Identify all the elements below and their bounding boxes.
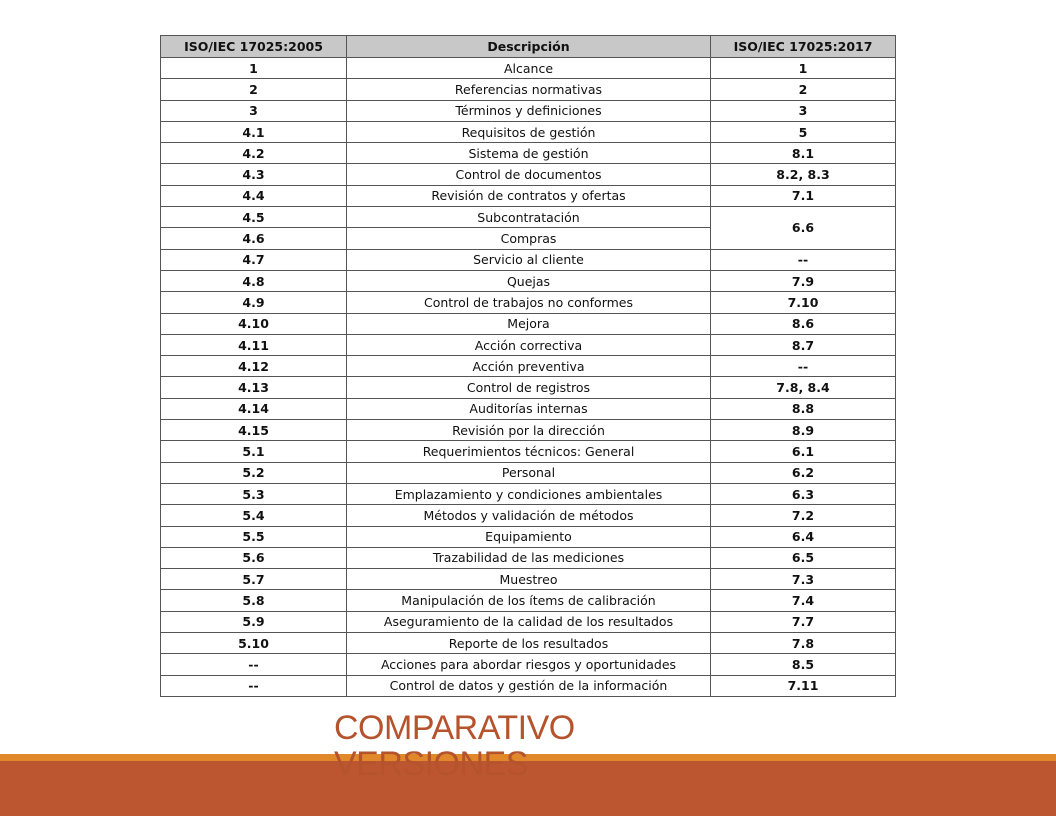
- cell-iso-2005: --: [161, 654, 347, 675]
- cell-iso-2005: 4.10: [161, 313, 347, 334]
- cell-iso-2017: 7.4: [711, 590, 896, 611]
- cell-iso-2017: 7.11: [711, 675, 896, 696]
- cell-iso-2005: 4.7: [161, 249, 347, 270]
- cell-iso-2017: 6.2: [711, 462, 896, 483]
- cell-iso-2017: 8.2, 8.3: [711, 164, 896, 185]
- cell-description: Alcance: [347, 58, 711, 79]
- table-row: [161, 377, 896, 398]
- cell-description: Acción preventiva: [347, 356, 711, 377]
- title-line-1: COMPARATIVO: [334, 709, 575, 747]
- cell-iso-2017: 7.7: [711, 611, 896, 632]
- cell-iso-2005: 4.3: [161, 164, 347, 185]
- cell-iso-2005: 5.3: [161, 483, 347, 504]
- table-row: [161, 100, 896, 121]
- table-row: [161, 185, 896, 206]
- table-row: [161, 334, 896, 355]
- cell-description: Control de trabajos no conformes: [347, 292, 711, 313]
- header-iso-2005: ISO/IEC 17025:2005: [161, 36, 347, 58]
- cell-iso-2017: 6.5: [711, 547, 896, 568]
- cell-iso-2005: 4.14: [161, 398, 347, 419]
- cell-iso-2005: 5.4: [161, 505, 347, 526]
- table-row: [161, 462, 896, 483]
- cell-iso-2017: 2: [711, 79, 896, 100]
- table-row: [161, 526, 896, 547]
- cell-description: Términos y definiciones: [347, 100, 711, 121]
- cell-iso-2017: 6.1: [711, 441, 896, 462]
- cell-description: Acciones para abordar riesgos y oportunidades: [347, 654, 711, 675]
- table-row: [161, 270, 896, 291]
- cell-description: Manipulación de los ítems de calibración: [347, 590, 711, 611]
- cell-description: Quejas: [347, 270, 711, 291]
- cell-description: Auditorías internas: [347, 398, 711, 419]
- cell-iso-2005: 4.4: [161, 185, 347, 206]
- cell-description: Control de datos y gestión de la información: [347, 675, 711, 696]
- cell-iso-2005: 3: [161, 100, 347, 121]
- table-row: [161, 441, 896, 462]
- cell-iso-2005: 4.15: [161, 420, 347, 441]
- cell-iso-2005: 4.1: [161, 121, 347, 142]
- cell-iso-2005: 4.12: [161, 356, 347, 377]
- cell-iso-2017: 8.1: [711, 143, 896, 164]
- table-row: [161, 58, 896, 79]
- cell-description: Revisión de contratos y ofertas: [347, 185, 711, 206]
- header-description: Descripción: [347, 36, 711, 58]
- cell-iso-2005: 5.10: [161, 633, 347, 654]
- table-row: [161, 398, 896, 419]
- cell-iso-2017: 7.8: [711, 633, 896, 654]
- cell-iso-2017: 8.5: [711, 654, 896, 675]
- cell-iso-2005: 5.9: [161, 611, 347, 632]
- table-row: [161, 654, 896, 675]
- table-row: [161, 356, 896, 377]
- cell-iso-2017: 1: [711, 58, 896, 79]
- table-row: [161, 547, 896, 568]
- table-row: [161, 590, 896, 611]
- cell-description: Muestreo: [347, 569, 711, 590]
- table-row: [161, 611, 896, 632]
- table-row: [161, 292, 896, 313]
- cell-description: Aseguramiento de la calidad de los resultados: [347, 611, 711, 632]
- cell-iso-2005: 4.2: [161, 143, 347, 164]
- cell-iso-2005: 4.6: [161, 228, 347, 249]
- cell-iso-2017: 3: [711, 100, 896, 121]
- comparison-table: [160, 35, 896, 697]
- cell-description: Equipamiento: [347, 526, 711, 547]
- cell-iso-2017: 6.6: [711, 207, 896, 250]
- table-row: [161, 633, 896, 654]
- table-row: [161, 505, 896, 526]
- cell-iso-2005: 5.2: [161, 462, 347, 483]
- cell-iso-2005: 1: [161, 58, 347, 79]
- cell-iso-2005: 5.5: [161, 526, 347, 547]
- table-row: [161, 143, 896, 164]
- cell-iso-2017: 8.8: [711, 398, 896, 419]
- cell-iso-2017: 7.3: [711, 569, 896, 590]
- table-row: [161, 313, 896, 334]
- cell-description: Revisión por la dirección: [347, 420, 711, 441]
- table-row: [161, 483, 896, 504]
- cell-iso-2005: 4.11: [161, 334, 347, 355]
- table-row: [161, 569, 896, 590]
- cell-iso-2017: 8.7: [711, 334, 896, 355]
- cell-description: Mejora: [347, 313, 711, 334]
- cell-iso-2017: --: [711, 356, 896, 377]
- table-row: [161, 675, 896, 696]
- cell-description: Trazabilidad de las mediciones: [347, 547, 711, 568]
- cell-description: Control de documentos: [347, 164, 711, 185]
- cell-description: Reporte de los resultados: [347, 633, 711, 654]
- cell-iso-2005: 5.6: [161, 547, 347, 568]
- cell-iso-2005: 4.9: [161, 292, 347, 313]
- cell-iso-2017: 8.9: [711, 420, 896, 441]
- cell-iso-2017: 7.9: [711, 270, 896, 291]
- cell-iso-2017: 6.3: [711, 483, 896, 504]
- cell-iso-2005: 5.8: [161, 590, 347, 611]
- cell-iso-2005: 4.13: [161, 377, 347, 398]
- slide-title: [334, 710, 754, 782]
- cell-iso-2005: 4.5: [161, 207, 347, 228]
- table-row: [161, 121, 896, 142]
- cell-iso-2005: 5.1: [161, 441, 347, 462]
- cell-iso-2005: 4.8: [161, 270, 347, 291]
- title-line-2: VERSIONES: [334, 745, 528, 783]
- cell-description: Sistema de gestión: [347, 143, 711, 164]
- table-row: [161, 207, 896, 228]
- table-row: [161, 164, 896, 185]
- cell-description: Referencias normativas: [347, 79, 711, 100]
- cell-iso-2017: 7.10: [711, 292, 896, 313]
- table-row: [161, 420, 896, 441]
- cell-iso-2005: --: [161, 675, 347, 696]
- cell-iso-2005: 2: [161, 79, 347, 100]
- table-row: [161, 249, 896, 270]
- cell-description: Compras: [347, 228, 711, 249]
- table-header-row: [161, 36, 896, 58]
- cell-description: Servicio al cliente: [347, 249, 711, 270]
- cell-iso-2017: 7.1: [711, 185, 896, 206]
- cell-iso-2017: 8.6: [711, 313, 896, 334]
- cell-iso-2017: 7.8, 8.4: [711, 377, 896, 398]
- cell-iso-2017: 6.4: [711, 526, 896, 547]
- table-row: [161, 79, 896, 100]
- cell-iso-2017: 5: [711, 121, 896, 142]
- header-iso-2017: ISO/IEC 17025:2017: [711, 36, 896, 58]
- cell-description: Emplazamiento y condiciones ambientales: [347, 483, 711, 504]
- cell-description: Acción correctiva: [347, 334, 711, 355]
- cell-description: Control de registros: [347, 377, 711, 398]
- cell-description: Requerimientos técnicos: General: [347, 441, 711, 462]
- cell-iso-2017: --: [711, 249, 896, 270]
- cell-iso-2017: 7.2: [711, 505, 896, 526]
- cell-description: Personal: [347, 462, 711, 483]
- cell-description: Requisitos de gestión: [347, 121, 711, 142]
- cell-description: Subcontratación: [347, 207, 711, 228]
- cell-iso-2005: 5.7: [161, 569, 347, 590]
- table-body: [161, 58, 896, 697]
- cell-description: Métodos y validación de métodos: [347, 505, 711, 526]
